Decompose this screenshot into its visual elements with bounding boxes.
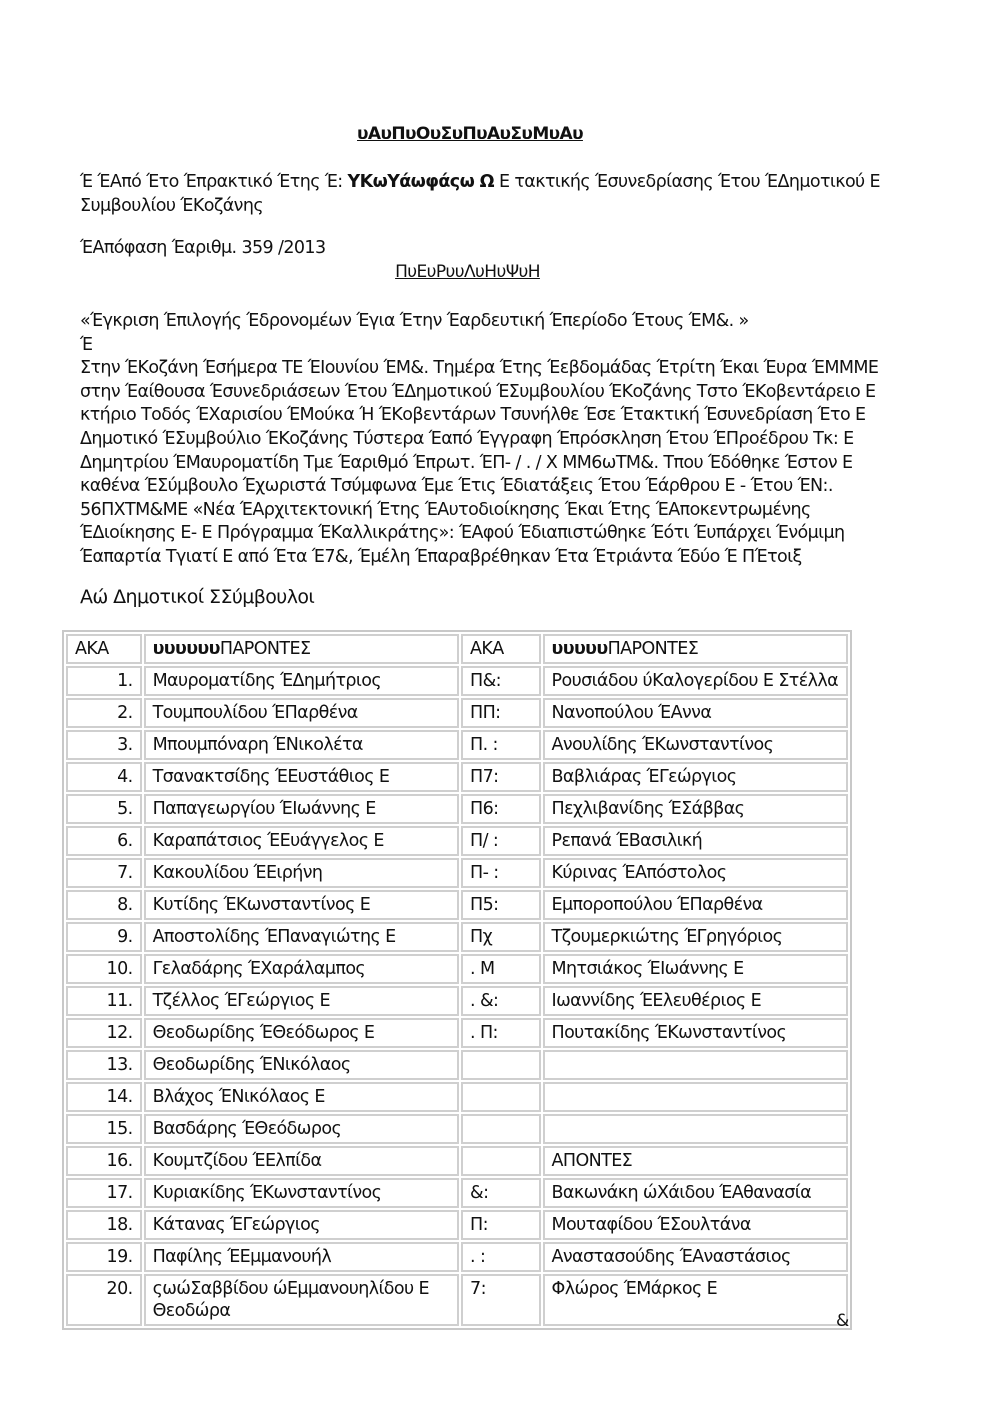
member-name: Μπουμπόναρη ΈΝικολέτα xyxy=(144,730,459,760)
member-name: Θεοδωρίδης ΈΝικόλαος xyxy=(144,1050,459,1080)
row-number: 1. xyxy=(66,666,142,696)
member-code: Π/ : xyxy=(461,826,540,856)
row-number: 7. xyxy=(66,858,142,888)
member-name: Κυτίδης ΈΚωνσταντίνος Ε xyxy=(144,890,459,920)
member-name: Θεοδωρίδης ΈΘεόδωρος Ε xyxy=(144,1018,459,1048)
member-name-right: Εμποροπούλου ΈΠαρθένα xyxy=(543,890,848,920)
table-header-row xyxy=(66,634,848,664)
member-name-right: Βαβλιάρας ΈΓεώργιος xyxy=(543,762,848,792)
row-number: 5. xyxy=(66,794,142,824)
member-name: Κυριακίδης ΈΚωνσταντίνος xyxy=(144,1178,459,1208)
member-name-right: Ρουσιάδου ύΚαλογερίδου Ε Στέλλα xyxy=(543,666,848,696)
member-name: Καραπάτσιος ΈΕυάγγελος Ε xyxy=(144,826,459,856)
member-name: Κακουλίδου ΈΕιρήνη xyxy=(144,858,459,888)
header-prefix: υυυυυυ xyxy=(152,639,220,659)
header-present-right xyxy=(543,634,848,664)
table-row xyxy=(66,1274,848,1326)
member-code xyxy=(461,1050,540,1080)
member-code: . Π: xyxy=(461,1018,540,1048)
member-name-right xyxy=(543,1114,848,1144)
table-row xyxy=(66,986,848,1016)
row-number: 17. xyxy=(66,1178,142,1208)
row-number: 12. xyxy=(66,1018,142,1048)
member-code: Π5: xyxy=(461,890,540,920)
decision-number: ΈΑπόφαση Έαριθμ. 359 /2013 xyxy=(80,238,326,258)
member-name-right: Φλώρος ΈΜάρκος Ε xyxy=(543,1274,848,1326)
header-num: ΑΚΑ xyxy=(66,634,142,664)
member-name: Βλάχος ΈΝικόλαος Ε xyxy=(144,1082,459,1112)
member-code: ΠΠ: xyxy=(461,698,540,728)
member-name: Παφίλης ΈΕμμανουήλ xyxy=(144,1242,459,1272)
member-name-right: Μουταφίδου ΈΣουλτάνα xyxy=(543,1210,848,1240)
row-number: 9. xyxy=(66,922,142,952)
member-code: Π: xyxy=(461,1210,540,1240)
row-number: 8. xyxy=(66,890,142,920)
member-name-right: Νανοπούλου ΈΑννα xyxy=(543,698,848,728)
member-code xyxy=(461,1082,540,1112)
member-name: Αποστολίδης ΈΠαναγιώτης Ε xyxy=(144,922,459,952)
body-text xyxy=(80,310,880,570)
member-name: ςωώΣαββίδου ώΕμμανουηλίδου Ε Θεοδώρα xyxy=(144,1274,459,1326)
member-name: Γελαδάρης ΈΧαράλαμπος xyxy=(144,954,459,984)
table-row xyxy=(66,1018,848,1048)
table-row xyxy=(66,698,848,728)
table-row xyxy=(66,1114,848,1144)
member-name-right: Πουτακίδης ΈΚωνσταντίνος xyxy=(543,1018,848,1048)
table-row xyxy=(66,890,848,920)
member-name-right xyxy=(543,1050,848,1080)
row-number: 4. xyxy=(66,762,142,792)
member-code: Π7: xyxy=(461,762,540,792)
member-code xyxy=(461,1114,540,1144)
members-table xyxy=(62,630,852,1330)
member-name: Τουμπουλίδου ΈΠαρθένα xyxy=(144,698,459,728)
intro-suffix: Ε τακτικής Έσυνεδρίασης Έτου ΈΔημοτικού Ε Συμβουλίου ΈΚοζάνης xyxy=(80,172,881,216)
header-prefix-right: υυυυυ xyxy=(551,639,608,659)
table-row xyxy=(66,826,848,856)
member-name: Βασδάρης ΈΘεόδωρος xyxy=(144,1114,459,1144)
member-code: . &: xyxy=(461,986,540,1016)
member-name-right: Ιωαννίδης ΈΕλευθέριος Ε xyxy=(543,986,848,1016)
subject-line: «Έγκριση Έπιλογής Έδρονομέων Έγια Έτην Έαρδευτική Έπερίοδο Έτους ΈΜ&. » xyxy=(80,311,749,331)
member-name: Τσανακτσίδης ΈΕυστάθιος Ε xyxy=(144,762,459,792)
spacer-line: Έ xyxy=(80,334,93,355)
row-number: 20. xyxy=(66,1274,142,1326)
page-number: & xyxy=(836,1311,849,1331)
meeting-paragraph: Στην ΈΚοζάνη Έσήμερα ΤΕ ΈΙουνίου ΈΜ&. Τημέρα Έτης Έεβδομάδας Έτρίτη Έκαι Έυρα ΈΜΜΜΕ στην Έαίθουσα Έσυνεδριάσεων Έτου ΈΔημοτικού ΈΣυμβουλίου ΈΚοζάνης Τστο ΈΚοβεντάρειο Ε κτήριο Τοδός ΈΧαρισίου ΈΜούκα Ή ΈΚοβεντάρων Τσυνήλθε Έσε Έτακτική Έσυνεδρίαση Έτο Ε Δημοτικό ΈΣυμβούλιο ΈΚοζάνης Τύστερα Έαπό Έγγραφη Έπρόσκληση Έτου ΈΠροέδρου Τκ: Ε Δημητρίου ΈΜαυροματίδη Τμε Έαριθμό Έπρωτ. ΈΠ- / . / Χ ΜΜ6ωΤΜ&. Τπου Έδόθηκε Έστον Ε καθένα ΈΣύμβουλο Έχωριστά Τσύμφωνα Έμε Έτις Έδιατάξεις Έτου Έάρθρου Ε - Έτου ΈΝ:. 56ΠΧΤΜ&ΜΕ «Νέα ΈΑρχιτεκτονική Έτης ΈΑυτοδιοίκησης Έκαι Έτης ΈΑποκεντρωμένης ΈΔιοίκησης Ε- Ε Πρόγραμμα ΈΚαλλικράτης»: ΈΑφού Έδιαπιστώθηκε Έότι Έυπάρχει Ένόμιμη Έαπαρτία Τγιατί Ε από Έτα Έ7&, Έμέλη Έπαραβρέθηκαν Έτα Έτριάντα Έδύο Έ ΠΈτοιξ xyxy=(80,358,879,567)
member-name-right: Ανουλίδης ΈΚωνσταντίνος xyxy=(543,730,848,760)
member-name-right: Μητσιάκος ΈΙωάννης Ε xyxy=(543,954,848,984)
member-name-right: Αναστασούδης ΈΑναστάσιος xyxy=(543,1242,848,1272)
section-label: Αώ Δημοτικοί ΣΣύμβουλοι xyxy=(80,586,315,608)
member-code: Π6: xyxy=(461,794,540,824)
member-code: Π- : xyxy=(461,858,540,888)
subject-title: ΠυΕυΡυυΛυΗυΨυΗ xyxy=(395,262,540,282)
document-title: υΑυΠυΟυΣυΠυΑυΣυΜυΑυ xyxy=(357,124,583,144)
intro-bold: ΥΚωΥάωφάςω Ω xyxy=(347,172,494,192)
member-name-right xyxy=(543,1082,848,1112)
row-number: 6. xyxy=(66,826,142,856)
member-code: Π. : xyxy=(461,730,540,760)
row-number: 15. xyxy=(66,1114,142,1144)
header-present xyxy=(144,634,459,664)
table-row xyxy=(66,1082,848,1112)
row-number: 19. xyxy=(66,1242,142,1272)
member-name-right: Ρεπανά ΈΒασιλική xyxy=(543,826,848,856)
table-row xyxy=(66,794,848,824)
table-row xyxy=(66,730,848,760)
table-row xyxy=(66,1050,848,1080)
row-number: 16. xyxy=(66,1146,142,1176)
header-present-label: ΠΑΡΟΝΤΕΣ xyxy=(219,639,311,659)
intro-line xyxy=(80,170,900,218)
member-name: Παπαγεωργίου ΈΙωάννης Ε xyxy=(144,794,459,824)
member-code xyxy=(461,1146,540,1176)
member-name-right: Πεχλιβανίδης ΈΣάββας xyxy=(543,794,848,824)
member-code: Π&: xyxy=(461,666,540,696)
row-number: 14. xyxy=(66,1082,142,1112)
table-row xyxy=(66,1242,848,1272)
member-code: &: xyxy=(461,1178,540,1208)
intro-prefix: Έ ΈΑπό Έτο Έπρακτικό Έτης Έ: xyxy=(80,172,343,192)
table-row xyxy=(66,1178,848,1208)
row-number: 2. xyxy=(66,698,142,728)
row-number: 10. xyxy=(66,954,142,984)
member-name: Κουμτζίδου ΈΕλπίδα xyxy=(144,1146,459,1176)
member-name: Τζέλλος ΈΓεώργιος Ε xyxy=(144,986,459,1016)
member-name-right: Τζουμερκιώτης ΈΓρηγόριος xyxy=(543,922,848,952)
table-row xyxy=(66,858,848,888)
row-number: 3. xyxy=(66,730,142,760)
row-number: 11. xyxy=(66,986,142,1016)
member-name: Κάτανας ΈΓεώργιος xyxy=(144,1210,459,1240)
table-row xyxy=(66,954,848,984)
member-code: 7: xyxy=(461,1274,540,1326)
member-code: . : xyxy=(461,1242,540,1272)
member-name-right: Βακωνάκη ώΧάιδου ΈΑθανασία xyxy=(543,1178,848,1208)
row-number: 13. xyxy=(66,1050,142,1080)
header-present-label-right: ΠΑΡΟΝΤΕΣ xyxy=(607,639,699,659)
header-num-right: ΑΚΑ xyxy=(461,634,540,664)
member-code: Πχ xyxy=(461,922,540,952)
table-row xyxy=(66,1210,848,1240)
table-row xyxy=(66,1146,848,1176)
member-name-right: ΑΠΟΝΤΕΣ xyxy=(543,1146,848,1176)
table-row xyxy=(66,922,848,952)
row-number: 18. xyxy=(66,1210,142,1240)
table-row xyxy=(66,762,848,792)
table-row xyxy=(66,666,848,696)
member-name-right: Κύρινας ΈΑπόστολος xyxy=(543,858,848,888)
member-name: Μαυροματίδης ΈΔημήτριος xyxy=(144,666,459,696)
member-code: . Μ xyxy=(461,954,540,984)
